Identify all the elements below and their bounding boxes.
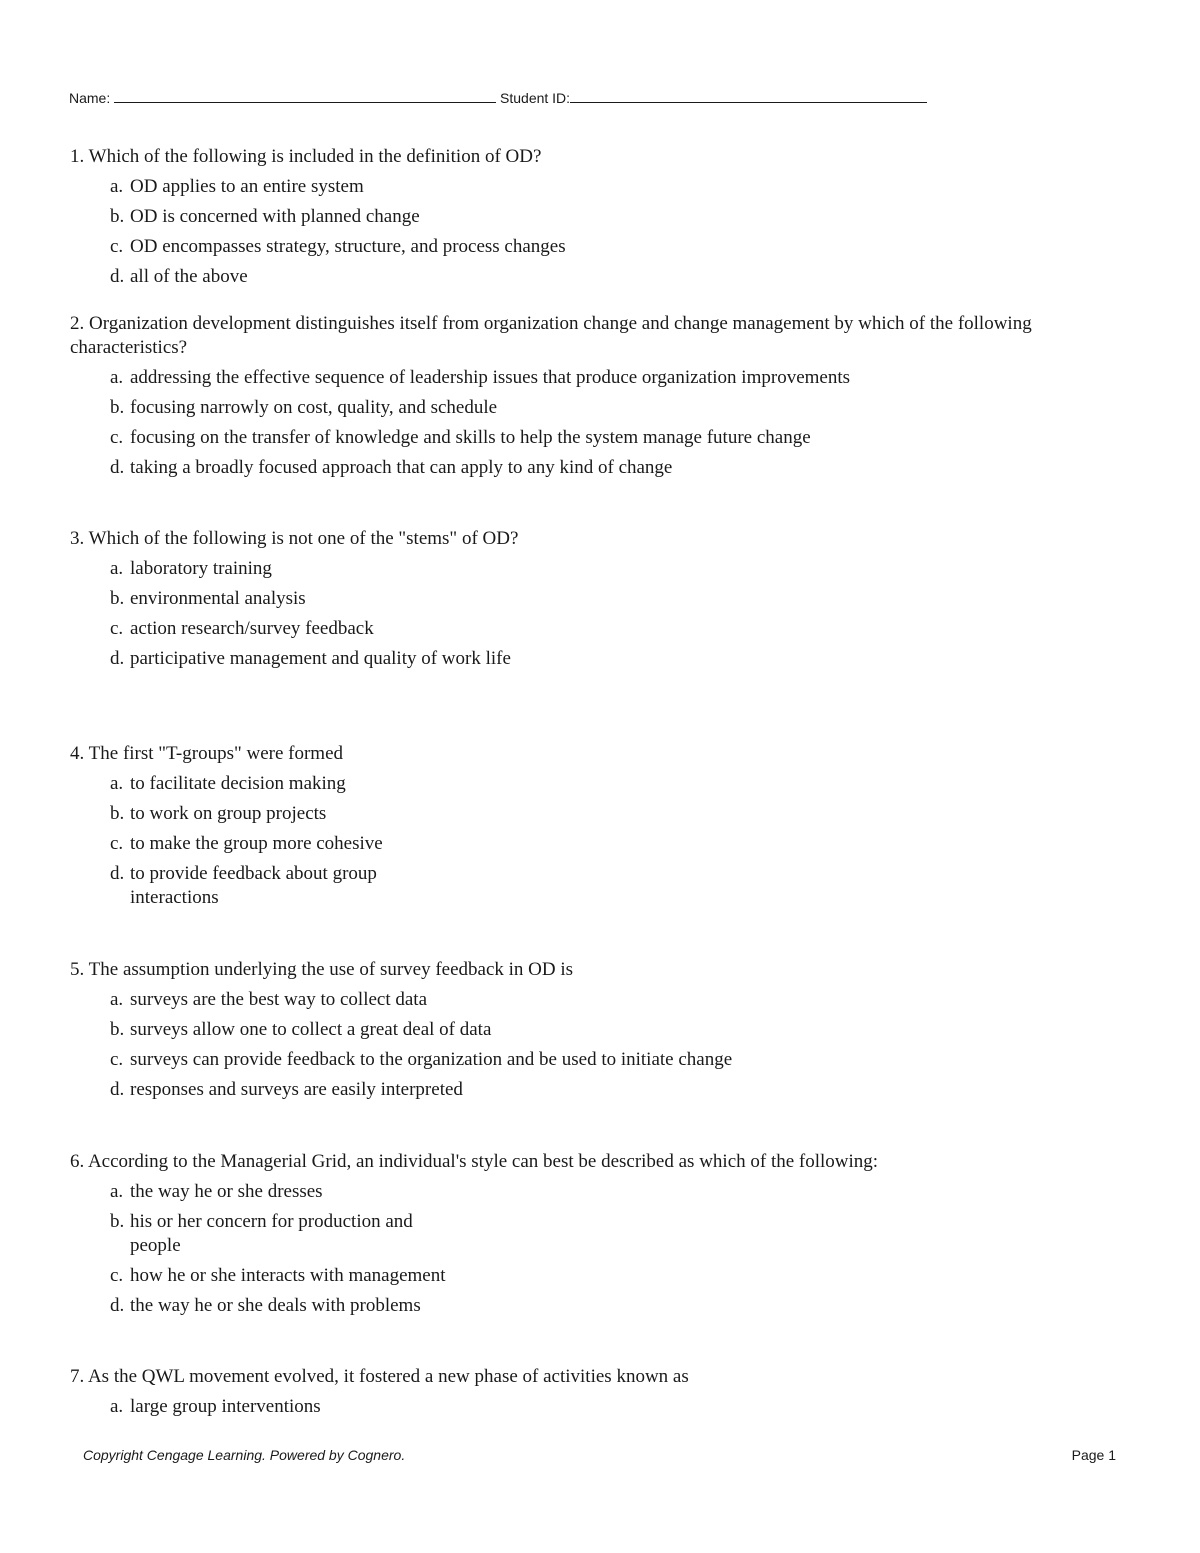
choice-1c[interactable]	[110, 235, 1130, 259]
choice-letter: d.	[110, 1295, 125, 1316]
choice-letter: a.	[110, 176, 124, 197]
choice-letter: d.	[110, 863, 125, 884]
choice-4c[interactable]	[110, 832, 1130, 856]
choice-text: addressing the effective sequence of leadership issues that produce organization improvements	[130, 367, 851, 388]
choice-letter: b.	[110, 803, 125, 824]
choice-2c[interactable]	[110, 426, 1130, 450]
choice-letter: b.	[110, 1019, 125, 1040]
choice-5a[interactable]	[110, 988, 1130, 1012]
choice-text: action research/survey feedback	[130, 618, 374, 639]
choice-text: how he or she interacts with management	[130, 1265, 446, 1286]
question-5	[70, 958, 1130, 1102]
question-2	[70, 312, 1130, 480]
choice-2a[interactable]	[110, 366, 1130, 390]
choice-text: environmental analysis	[130, 588, 306, 609]
choice-letter: a.	[110, 1396, 124, 1417]
question-3	[70, 527, 1130, 671]
choice-text: OD applies to an entire system	[130, 176, 364, 197]
choice-6a[interactable]	[110, 1180, 1130, 1204]
choice-letter: b.	[110, 588, 125, 609]
choice-letter: b.	[110, 397, 125, 418]
choice-letter: c.	[110, 1049, 124, 1070]
choice-text: the way he or she dresses	[130, 1181, 323, 1202]
choice-3b[interactable]	[110, 587, 1130, 611]
copyright-notice: Copyright Cengage Learning. Powered by Cognero.	[83, 1447, 406, 1463]
choice-text: large group interventions	[130, 1396, 321, 1417]
question-stem: 7. As the QWL movement evolved, it fostered a new phase of activities known as	[70, 1366, 689, 1387]
choice-3a[interactable]	[110, 557, 1130, 581]
question-6	[70, 1150, 1130, 1318]
choice-letter: a.	[110, 1181, 124, 1202]
choice-5d[interactable]	[110, 1078, 1130, 1102]
choice-3c[interactable]	[110, 617, 1130, 641]
choice-7a[interactable]	[110, 1395, 1130, 1419]
name-field[interactable]	[114, 89, 496, 103]
question-1	[70, 145, 1130, 289]
choice-4b[interactable]	[110, 802, 1130, 826]
choice-6c[interactable]	[110, 1264, 1130, 1288]
choice-text: the way he or she deals with problems	[130, 1295, 421, 1316]
choice-letter: c.	[110, 236, 124, 257]
question-stem: 1. Which of the following is included in the definition of OD?	[70, 146, 542, 167]
choice-4d[interactable]	[110, 862, 1130, 910]
choice-text: to provide feedback about group interactions	[130, 863, 377, 908]
choice-letter: c.	[110, 618, 124, 639]
choice-text: responses and surveys are easily interpreted	[130, 1079, 463, 1100]
choice-text: OD is concerned with planned change	[130, 206, 420, 227]
student-id-field[interactable]	[570, 89, 927, 103]
choice-text: focusing narrowly on cost, quality, and schedule	[130, 397, 498, 418]
choice-text: surveys can provide feedback to the organization and be used to initiate change	[130, 1049, 733, 1070]
choice-6d[interactable]	[110, 1294, 1130, 1318]
choice-5c[interactable]	[110, 1048, 1130, 1072]
choice-text: his or her concern for production and people	[130, 1211, 413, 1256]
choice-text: to facilitate decision making	[130, 773, 346, 794]
choice-letter: d.	[110, 457, 125, 478]
page-number: Page 1	[1071, 1447, 1116, 1463]
question-stem: 2. Organization development distinguishes itself from organization change and change management by which of the following characteristics?	[70, 313, 1032, 358]
choice-letter: a.	[110, 367, 124, 388]
choice-text: focusing on the transfer of knowledge and skills to help the system manage future change	[130, 427, 811, 448]
choice-letter: a.	[110, 558, 124, 579]
choice-2d[interactable]	[110, 456, 1130, 480]
choice-text: all of the above	[130, 266, 248, 287]
choice-6b[interactable]	[110, 1210, 1130, 1258]
student-info-header	[69, 89, 927, 106]
choice-letter: b.	[110, 1211, 125, 1232]
choice-2b[interactable]	[110, 396, 1130, 420]
choice-text: to work on group projects	[130, 803, 327, 824]
choice-letter: d.	[110, 648, 125, 669]
choice-letter: c.	[110, 833, 124, 854]
choice-letter: a.	[110, 773, 124, 794]
choice-text: to make the group more cohesive	[130, 833, 383, 854]
choice-letter: c.	[110, 1265, 124, 1286]
choice-5b[interactable]	[110, 1018, 1130, 1042]
choice-text: taking a broadly focused approach that can apply to any kind of change	[130, 457, 673, 478]
question-stem: 5. The assumption underlying the use of survey feedback in OD is	[70, 959, 574, 980]
choice-letter: d.	[110, 1079, 125, 1100]
choice-text: laboratory training	[130, 558, 272, 579]
question-stem: 4. The first "T-groups" were formed	[70, 743, 344, 764]
choice-text: participative management and quality of work life	[130, 648, 511, 669]
choice-letter: b.	[110, 206, 125, 227]
choice-text: OD encompasses strategy, structure, and process changes	[130, 236, 566, 257]
choice-4a[interactable]	[110, 772, 1130, 796]
choice-1d[interactable]	[110, 265, 1130, 289]
choice-letter: c.	[110, 427, 124, 448]
name-label: Name:	[69, 90, 111, 106]
student-id-label: Student ID:	[500, 90, 571, 106]
choice-1b[interactable]	[110, 205, 1130, 229]
choice-letter: d.	[110, 266, 125, 287]
choice-text: surveys allow one to collect a great deal of data	[130, 1019, 492, 1040]
question-stem: 3. Which of the following is not one of the "stems" of OD?	[70, 528, 519, 549]
question-7	[70, 1365, 1130, 1419]
choice-3d[interactable]	[110, 647, 1130, 671]
question-4	[70, 742, 1130, 910]
choice-text: surveys are the best way to collect data	[130, 989, 428, 1010]
choice-1a[interactable]	[110, 175, 1130, 199]
question-stem: 6. According to the Managerial Grid, an individual's style can best be described as which of the following:	[70, 1151, 879, 1172]
choice-letter: a.	[110, 989, 124, 1010]
